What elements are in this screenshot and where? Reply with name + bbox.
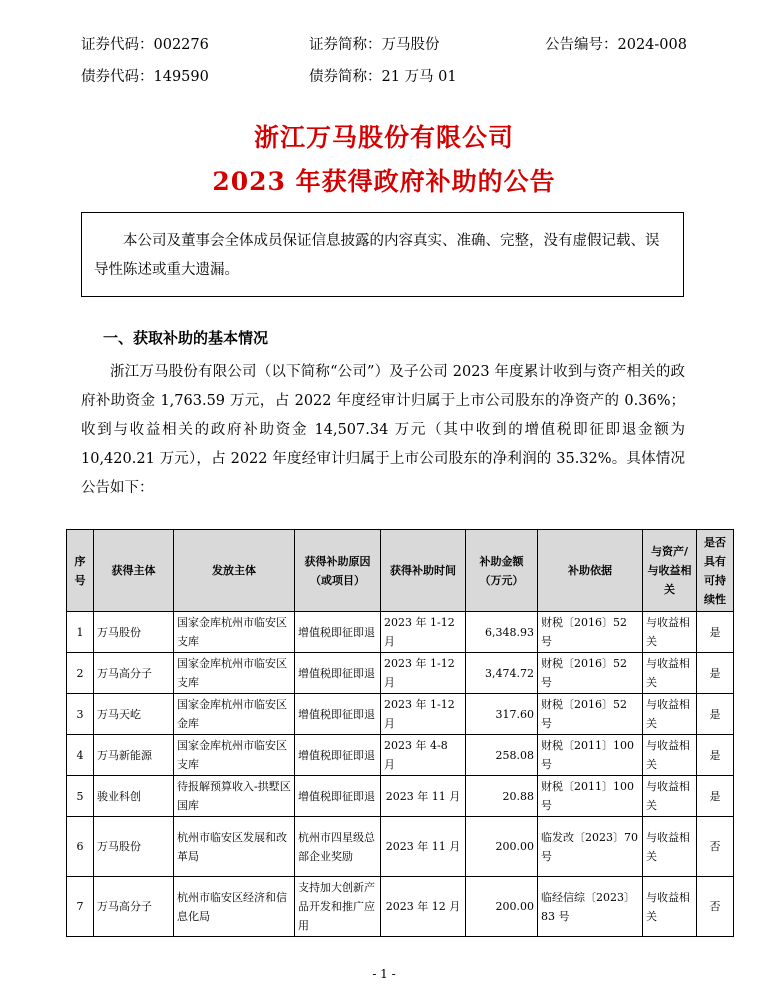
cell-time: 2023 年 11 月 bbox=[381, 817, 466, 877]
table-row bbox=[67, 817, 734, 877]
cell-no: 1 bbox=[67, 612, 94, 653]
cell-sustainable: 是 bbox=[697, 694, 734, 735]
cell-amount: 6,348.93 bbox=[466, 612, 538, 653]
header-cell: 发放主体 bbox=[174, 530, 295, 612]
cell-time: 2023 年 1-12 月 bbox=[381, 653, 466, 694]
cell-type: 与收益相关 bbox=[643, 817, 697, 877]
cell-reason: 杭州市四星级总部企业奖励 bbox=[295, 817, 381, 877]
company-title: 浙江万马股份有限公司 bbox=[253, 123, 514, 152]
table-row bbox=[67, 776, 734, 817]
cell-basis: 财税〔2016〕52 号 bbox=[538, 653, 643, 694]
cell-recipient: 骏业科创 bbox=[94, 776, 174, 817]
cell-basis: 临发改〔2023〕70 号 bbox=[538, 817, 643, 877]
header-cell: 获得补助原因（或项目） bbox=[295, 530, 381, 612]
cell-time: 2023 年 4-8 月 bbox=[381, 735, 466, 776]
header-cell: 获得补助时间 bbox=[381, 530, 466, 612]
table-row bbox=[67, 612, 734, 653]
cell-no: 4 bbox=[67, 735, 94, 776]
table-row bbox=[67, 735, 734, 776]
section-heading: 一、获取补助的基本情况 bbox=[103, 329, 269, 347]
cell-no: 7 bbox=[67, 877, 94, 937]
cell-recipient: 万马高分子 bbox=[94, 877, 174, 937]
header-cell: 序号 bbox=[67, 530, 94, 612]
table-row bbox=[67, 877, 734, 937]
cell-no: 3 bbox=[67, 694, 94, 735]
cell-amount: 200.00 bbox=[466, 817, 538, 877]
cell-time: 2023 年 1-12 月 bbox=[381, 694, 466, 735]
cell-sustainable: 是 bbox=[697, 776, 734, 817]
cell-amount: 3,474.72 bbox=[466, 653, 538, 694]
stock-short-name: 证券简称：万马股份 bbox=[309, 37, 440, 53]
cell-no: 5 bbox=[67, 776, 94, 817]
cell-recipient: 万马股份 bbox=[94, 817, 174, 877]
cell-reason: 增值税即征即退 bbox=[295, 735, 381, 776]
cell-amount: 200.00 bbox=[466, 877, 538, 937]
cell-issuer: 杭州市临安区发展和改革局 bbox=[174, 817, 295, 877]
page-number: - 1 - bbox=[372, 967, 396, 981]
cell-no: 6 bbox=[67, 817, 94, 877]
cell-recipient: 万马新能源 bbox=[94, 735, 174, 776]
cell-issuer: 国家金库杭州市临安区支库 bbox=[174, 612, 295, 653]
cell-reason: 支持加大创新产品开发和推广应用 bbox=[295, 877, 381, 937]
notice-number: 公告编号：2024-008 bbox=[545, 37, 687, 53]
subsidy-table bbox=[66, 529, 734, 937]
cell-basis: 财税〔2016〕52 号 bbox=[538, 694, 643, 735]
cell-time: 2023 年 1-12 月 bbox=[381, 612, 466, 653]
cell-type: 与收益相关 bbox=[643, 612, 697, 653]
cell-issuer: 杭州市临安区经济和信息化局 bbox=[174, 877, 295, 937]
cell-sustainable: 是 bbox=[697, 735, 734, 776]
cell-basis: 财税〔2011〕100 号 bbox=[538, 776, 643, 817]
cell-issuer: 国家金库杭州市临安区金库 bbox=[174, 694, 295, 735]
table-row bbox=[67, 694, 734, 735]
cell-recipient: 万马高分子 bbox=[94, 653, 174, 694]
cell-issuer: 国家金库杭州市临安区支库 bbox=[174, 653, 295, 694]
cell-reason: 增值税即征即退 bbox=[295, 776, 381, 817]
disclaimer-text: 本公司及董事会全体成员保证信息披露的内容真实、准确、完整，没有虚假记载、误导性陈述或重大遗漏。 bbox=[94, 233, 660, 278]
bond-code: 债券代码：149590 bbox=[81, 69, 209, 85]
header-cell: 是否具有可持续性 bbox=[697, 530, 734, 612]
stock-code: 证券代码：002276 bbox=[81, 37, 209, 53]
disclaimer-box bbox=[81, 212, 684, 297]
cell-basis: 临经信综〔2023〕83 号 bbox=[538, 877, 643, 937]
cell-amount: 317.60 bbox=[466, 694, 538, 735]
cell-sustainable: 否 bbox=[697, 817, 734, 877]
header-cell: 补助依据 bbox=[538, 530, 643, 612]
cell-recipient: 万马天屹 bbox=[94, 694, 174, 735]
cell-amount: 258.08 bbox=[466, 735, 538, 776]
cell-type: 与收益相关 bbox=[643, 877, 697, 937]
bond-short-name: 债券简称：21 万马 01 bbox=[309, 69, 457, 85]
cell-issuer: 国家金库杭州市临安区支库 bbox=[174, 735, 295, 776]
cell-sustainable: 是 bbox=[697, 612, 734, 653]
cell-type: 与收益相关 bbox=[643, 735, 697, 776]
cell-reason: 增值税即征即退 bbox=[295, 612, 381, 653]
header-cell: 获得主体 bbox=[94, 530, 174, 612]
cell-basis: 财税〔2016〕52 号 bbox=[538, 612, 643, 653]
cell-reason: 增值税即征即退 bbox=[295, 653, 381, 694]
cell-sustainable: 是 bbox=[697, 653, 734, 694]
cell-amount: 20.88 bbox=[466, 776, 538, 817]
cell-basis: 财税〔2011〕100 号 bbox=[538, 735, 643, 776]
notice-title: 2023 年获得政府补助的公告 bbox=[212, 167, 556, 196]
cell-time: 2023 年 11 月 bbox=[381, 776, 466, 817]
cell-type: 与收益相关 bbox=[643, 776, 697, 817]
cell-type: 与收益相关 bbox=[643, 694, 697, 735]
cell-time: 2023 年 12 月 bbox=[381, 877, 466, 937]
section-paragraph: 浙江万马股份有限公司（以下简称“公司”）及子公司 2023 年度累计收到与资产相关的政府补助资金 1,763.59 万元，占 2022 年度经审计归属于上市公司股东的净资产的 0.36%；收到与收益相关的政府补助资金 14,507.34 万元（其中收到的增值税即征即退金额为 10,420.21 万元），占 2022 年度经审计归属于上市公司股东的净利润的 35.32%。具体情况公告如下： bbox=[81, 364, 685, 496]
table-row bbox=[67, 653, 734, 694]
cell-reason: 增值税即征即退 bbox=[295, 694, 381, 735]
cell-recipient: 万马股份 bbox=[94, 612, 174, 653]
header-cell: 与资产/与收益相关 bbox=[643, 530, 697, 612]
table-header-row bbox=[67, 530, 734, 612]
cell-sustainable: 否 bbox=[697, 877, 734, 937]
cell-issuer: 待报解预算收入-拱墅区国库 bbox=[174, 776, 295, 817]
cell-no: 2 bbox=[67, 653, 94, 694]
header-cell: 补助金额（万元） bbox=[466, 530, 538, 612]
cell-type: 与收益相关 bbox=[643, 653, 697, 694]
